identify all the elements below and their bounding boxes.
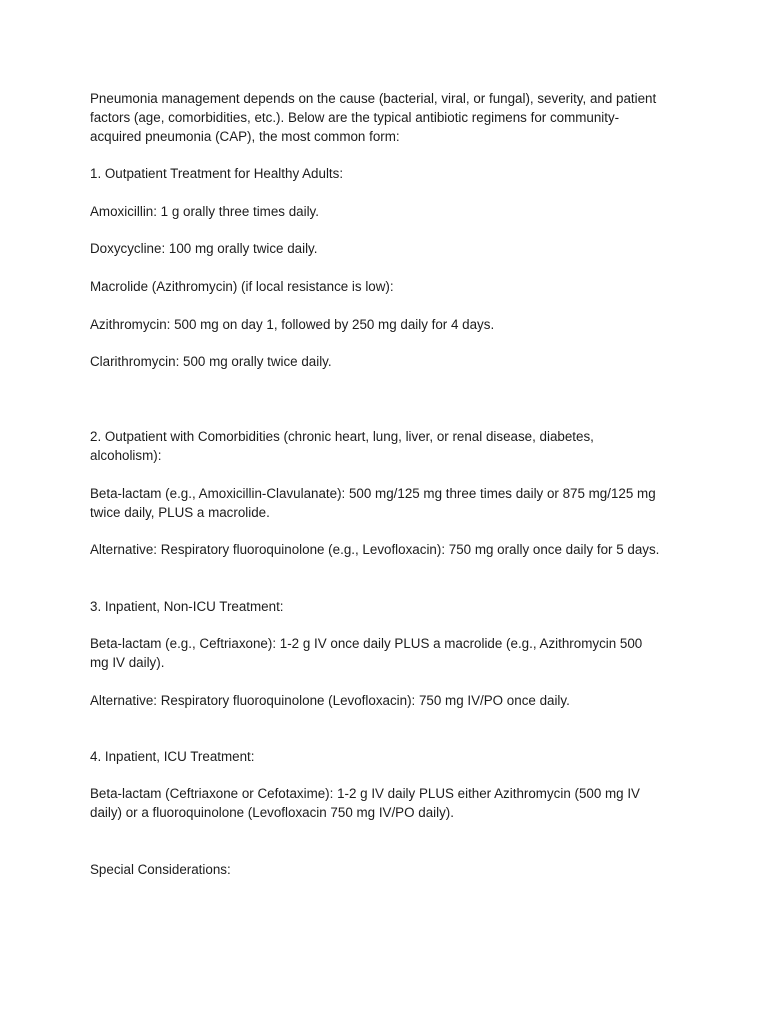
clarithromycin-text: Clarithromycin: 500 mg orally twice daily. xyxy=(90,354,332,370)
section2-alternative-text: Alternative: Respiratory fluoroquinolone (e.g., Levofloxacin): 750 mg orally once daily for 5 days. xyxy=(90,542,660,558)
section3-heading-text: 3. Inpatient, Non-ICU Treatment: xyxy=(90,598,284,614)
spacer xyxy=(90,522,690,541)
special-considerations-text: Special Considerations: xyxy=(90,861,231,877)
section3-alternative-paragraph xyxy=(90,692,690,711)
section3-heading xyxy=(90,598,690,617)
macrolide-text: Macrolide (Azithromycin) (if local resistance is low): xyxy=(90,278,394,294)
section3-alternative-text: Alternative: Respiratory fluoroquinolone (Levofloxacin): 750 mg IV/PO once daily. xyxy=(90,692,570,708)
azithromycin-paragraph xyxy=(90,316,690,335)
section2-heading-text: 2. Outpatient with Comorbidities (chronic heart, lung, liver, or renal disease, diabetes, xyxy=(90,429,594,445)
spacer xyxy=(90,466,690,485)
spacer xyxy=(90,334,690,353)
section2-heading xyxy=(90,428,690,466)
section4-heading-text: 4. Inpatient, ICU Treatment: xyxy=(90,748,255,764)
spacer xyxy=(90,710,690,748)
intro-line: acquired pneumonia (CAP), the most common form: xyxy=(90,128,400,144)
section4-beta-lactam-text: daily) or a fluoroquinolone (Levofloxacin 750 mg IV/PO daily). xyxy=(90,805,454,821)
spacer xyxy=(90,410,690,429)
section4-beta-lactam-paragraph xyxy=(90,785,690,823)
spacer xyxy=(90,767,690,786)
spacer xyxy=(90,222,690,241)
intro-line: Pneumonia management depends on the cause (bacterial, viral, or fungal), severity, and patient xyxy=(90,91,657,106)
section1-heading-text: 1. Outpatient Treatment for Healthy Adults: xyxy=(90,166,344,182)
section2-beta-lactam-text: twice daily, PLUS a macrolide. xyxy=(90,504,270,520)
doxycycline-paragraph xyxy=(90,240,690,259)
section4-heading xyxy=(90,748,690,767)
spacer xyxy=(90,560,690,598)
spacer xyxy=(90,184,690,203)
document-body xyxy=(90,90,690,879)
azithromycin-text: Azithromycin: 500 mg on day 1, followed by 250 mg daily for 4 days. xyxy=(90,316,495,332)
macrolide-paragraph xyxy=(90,278,690,297)
section3-beta-lactam-text: Beta-lactam (e.g., Ceftriaxone): 1-2 g IV once daily PLUS a macrolide (e.g., Azithromycin 500 xyxy=(90,636,643,652)
spacer xyxy=(90,372,690,410)
spacer xyxy=(90,823,690,861)
spacer xyxy=(90,146,690,165)
section3-beta-lactam-paragraph xyxy=(90,635,690,673)
amoxicillin-paragraph xyxy=(90,203,690,222)
section1-heading xyxy=(90,165,690,184)
spacer xyxy=(90,259,690,278)
section2-alternative-paragraph xyxy=(90,541,690,560)
spacer xyxy=(90,616,690,635)
section2-beta-lactam-paragraph xyxy=(90,485,690,523)
spacer xyxy=(90,297,690,316)
section3-beta-lactam-text: mg IV daily). xyxy=(90,654,165,670)
amoxicillin-text: Amoxicillin: 1 g orally three times daily. xyxy=(90,203,319,219)
doxycycline-text: Doxycycline: 100 mg orally twice daily. xyxy=(90,241,318,257)
special-considerations-heading xyxy=(90,861,690,880)
section2-beta-lactam-text: Beta-lactam (e.g., Amoxicillin-Clavulanate): 500 mg/125 mg three times daily or 875 mg/125 mg xyxy=(90,485,656,501)
intro-line: factors (age, comorbidities, etc.). Below are the typical antibiotic regimens for community- xyxy=(90,109,620,125)
intro-paragraph xyxy=(90,90,690,146)
section2-heading-text: alcoholism): xyxy=(90,448,162,464)
spacer xyxy=(90,673,690,692)
section4-beta-lactam-text: Beta-lactam (Ceftriaxone or Cefotaxime): 1-2 g IV daily PLUS either Azithromycin (500 mg IV xyxy=(90,786,640,802)
clarithromycin-paragraph xyxy=(90,353,690,372)
